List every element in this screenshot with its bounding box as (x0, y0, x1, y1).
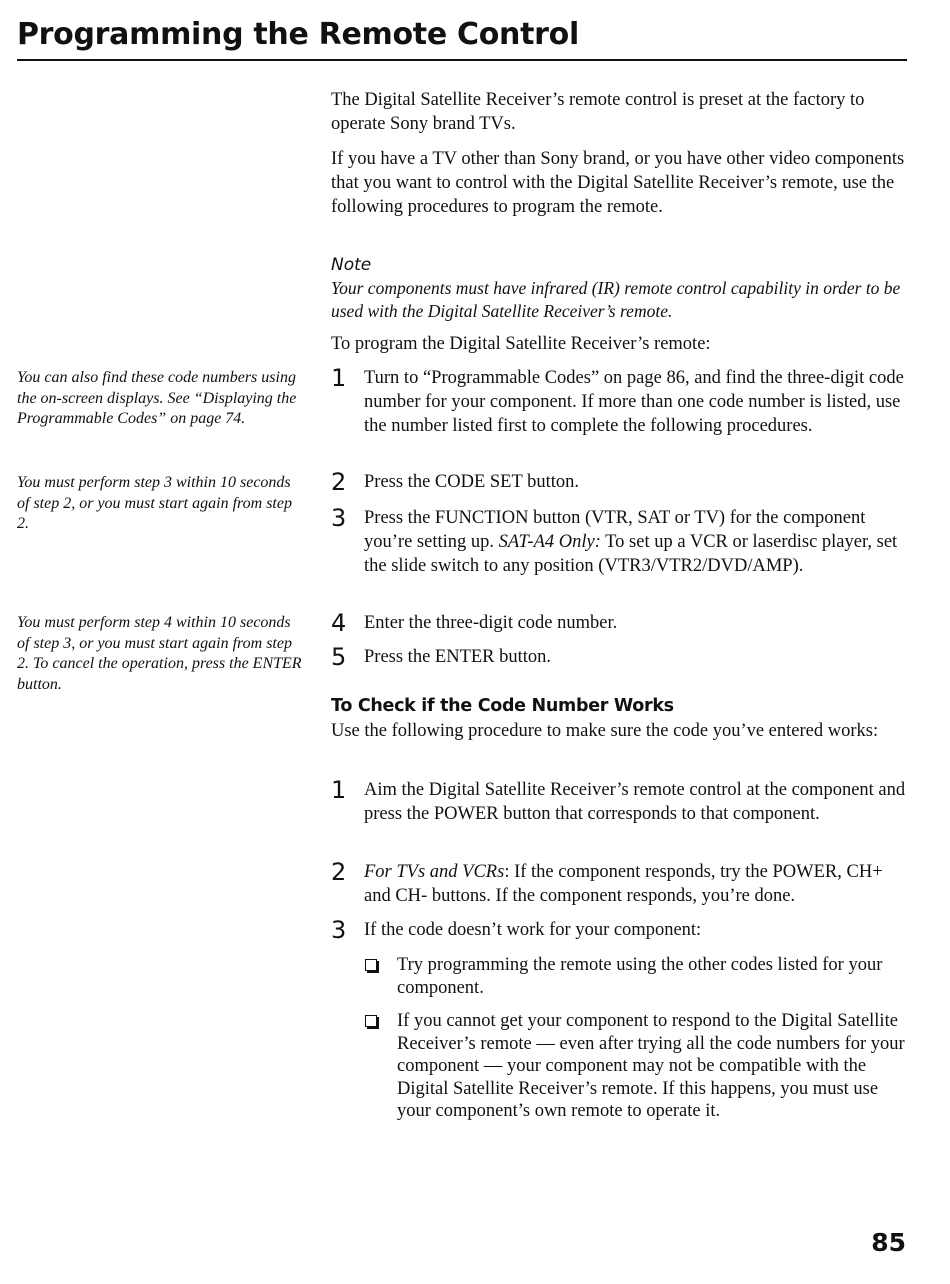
margin-note-code-numbers: You can also find these code numbers using the on-screen displays. See “Displaying the Programmable Codes” on page 74. (17, 369, 297, 427)
step-text-part: To set up a VCR or laserdisc player, set the slide switch to any position (VTR3/VTR2/DVD/AMP). (364, 532, 898, 576)
step-number: 3 (331, 916, 347, 944)
page-title: Programming the Remote Control (17, 12, 907, 61)
step-text: Turn to “Programmable Codes” on page 86, and find the three-digit code number for your component. If more than one code number is listed, use the number listed first to complete the following procedures. (364, 368, 904, 436)
bullet-text: Try programming the remote using the other codes listed for your component. (397, 955, 883, 998)
model-emphasis: SAT-A4 Only: (498, 532, 601, 552)
section-heading: To Check if the Code Number Works (331, 696, 674, 716)
step-text: Aim the Digital Satellite Receiver’s remote control at the component and press the POWER button that corresponds to that component. (364, 780, 906, 824)
checkbox-bullet-icon (365, 1015, 377, 1027)
step-text (364, 506, 909, 578)
step-text-part: : If the component responds, try the POWER, CH+ and CH- buttons. If the component responds, you’re done. (364, 862, 883, 906)
step-text: Enter the three-digit code number. (364, 613, 618, 633)
step-text-part: Press the FUNCTION button (VTR, SAT or TV) for the component you’re setting up. (364, 508, 866, 552)
step-text: Press the ENTER button. (364, 647, 552, 667)
page-number: 85 (871, 1228, 906, 1257)
step-number: 3 (331, 504, 347, 532)
note-text: Your components must have infrared (IR) remote control capability in order to be used with the Digital Satellite Receiver’s remote. (331, 278, 901, 321)
step-number: 2 (331, 468, 347, 496)
device-emphasis: For TVs and VCRs (364, 862, 505, 882)
checkbox-bullet-icon (365, 959, 377, 971)
step-number: 2 (331, 858, 347, 886)
program-lead: To program the Digital Satellite Receiver’s remote: (331, 334, 711, 354)
step-number: 1 (331, 776, 347, 804)
margin-note-step-4-timing: You must perform step 4 within 10 seconds of step 3, or you must start again from step 2. To cancel the operation, press the ENTER button. (17, 614, 302, 693)
note-label: Note (331, 255, 372, 275)
intro-paragraph-1: The Digital Satellite Receiver’s remote control is preset at the factory to operate Sony brand TVs. (331, 90, 865, 134)
intro-paragraph-2: If you have a TV other than Sony brand, or you have other video components that you want to control with the Digital Satellite Receiver’s remote, use the following procedures to program the remote. (331, 149, 905, 217)
margin-note-step-3-timing: You must perform step 3 within 10 seconds of step 2, or you must start again from step 2. (17, 474, 292, 532)
bullet-text: If you cannot get your component to respond to the Digital Satellite Receiver’s remote — even after trying all the code numbers for your component — your component may not be compatible with the Digital Satellite Receiver’s remote. If this happens, you must use your component’s own remote to operate it. (397, 1011, 905, 1121)
step-text: If the code doesn’t work for your component: (364, 920, 702, 940)
step-text: Press the CODE SET button. (364, 472, 579, 492)
step-number: 1 (331, 364, 347, 392)
step-number: 4 (331, 609, 347, 637)
step-number: 5 (331, 643, 347, 671)
step-text (364, 860, 909, 908)
check-lead: Use the following procedure to make sure the code you’ve entered works: (331, 721, 879, 741)
